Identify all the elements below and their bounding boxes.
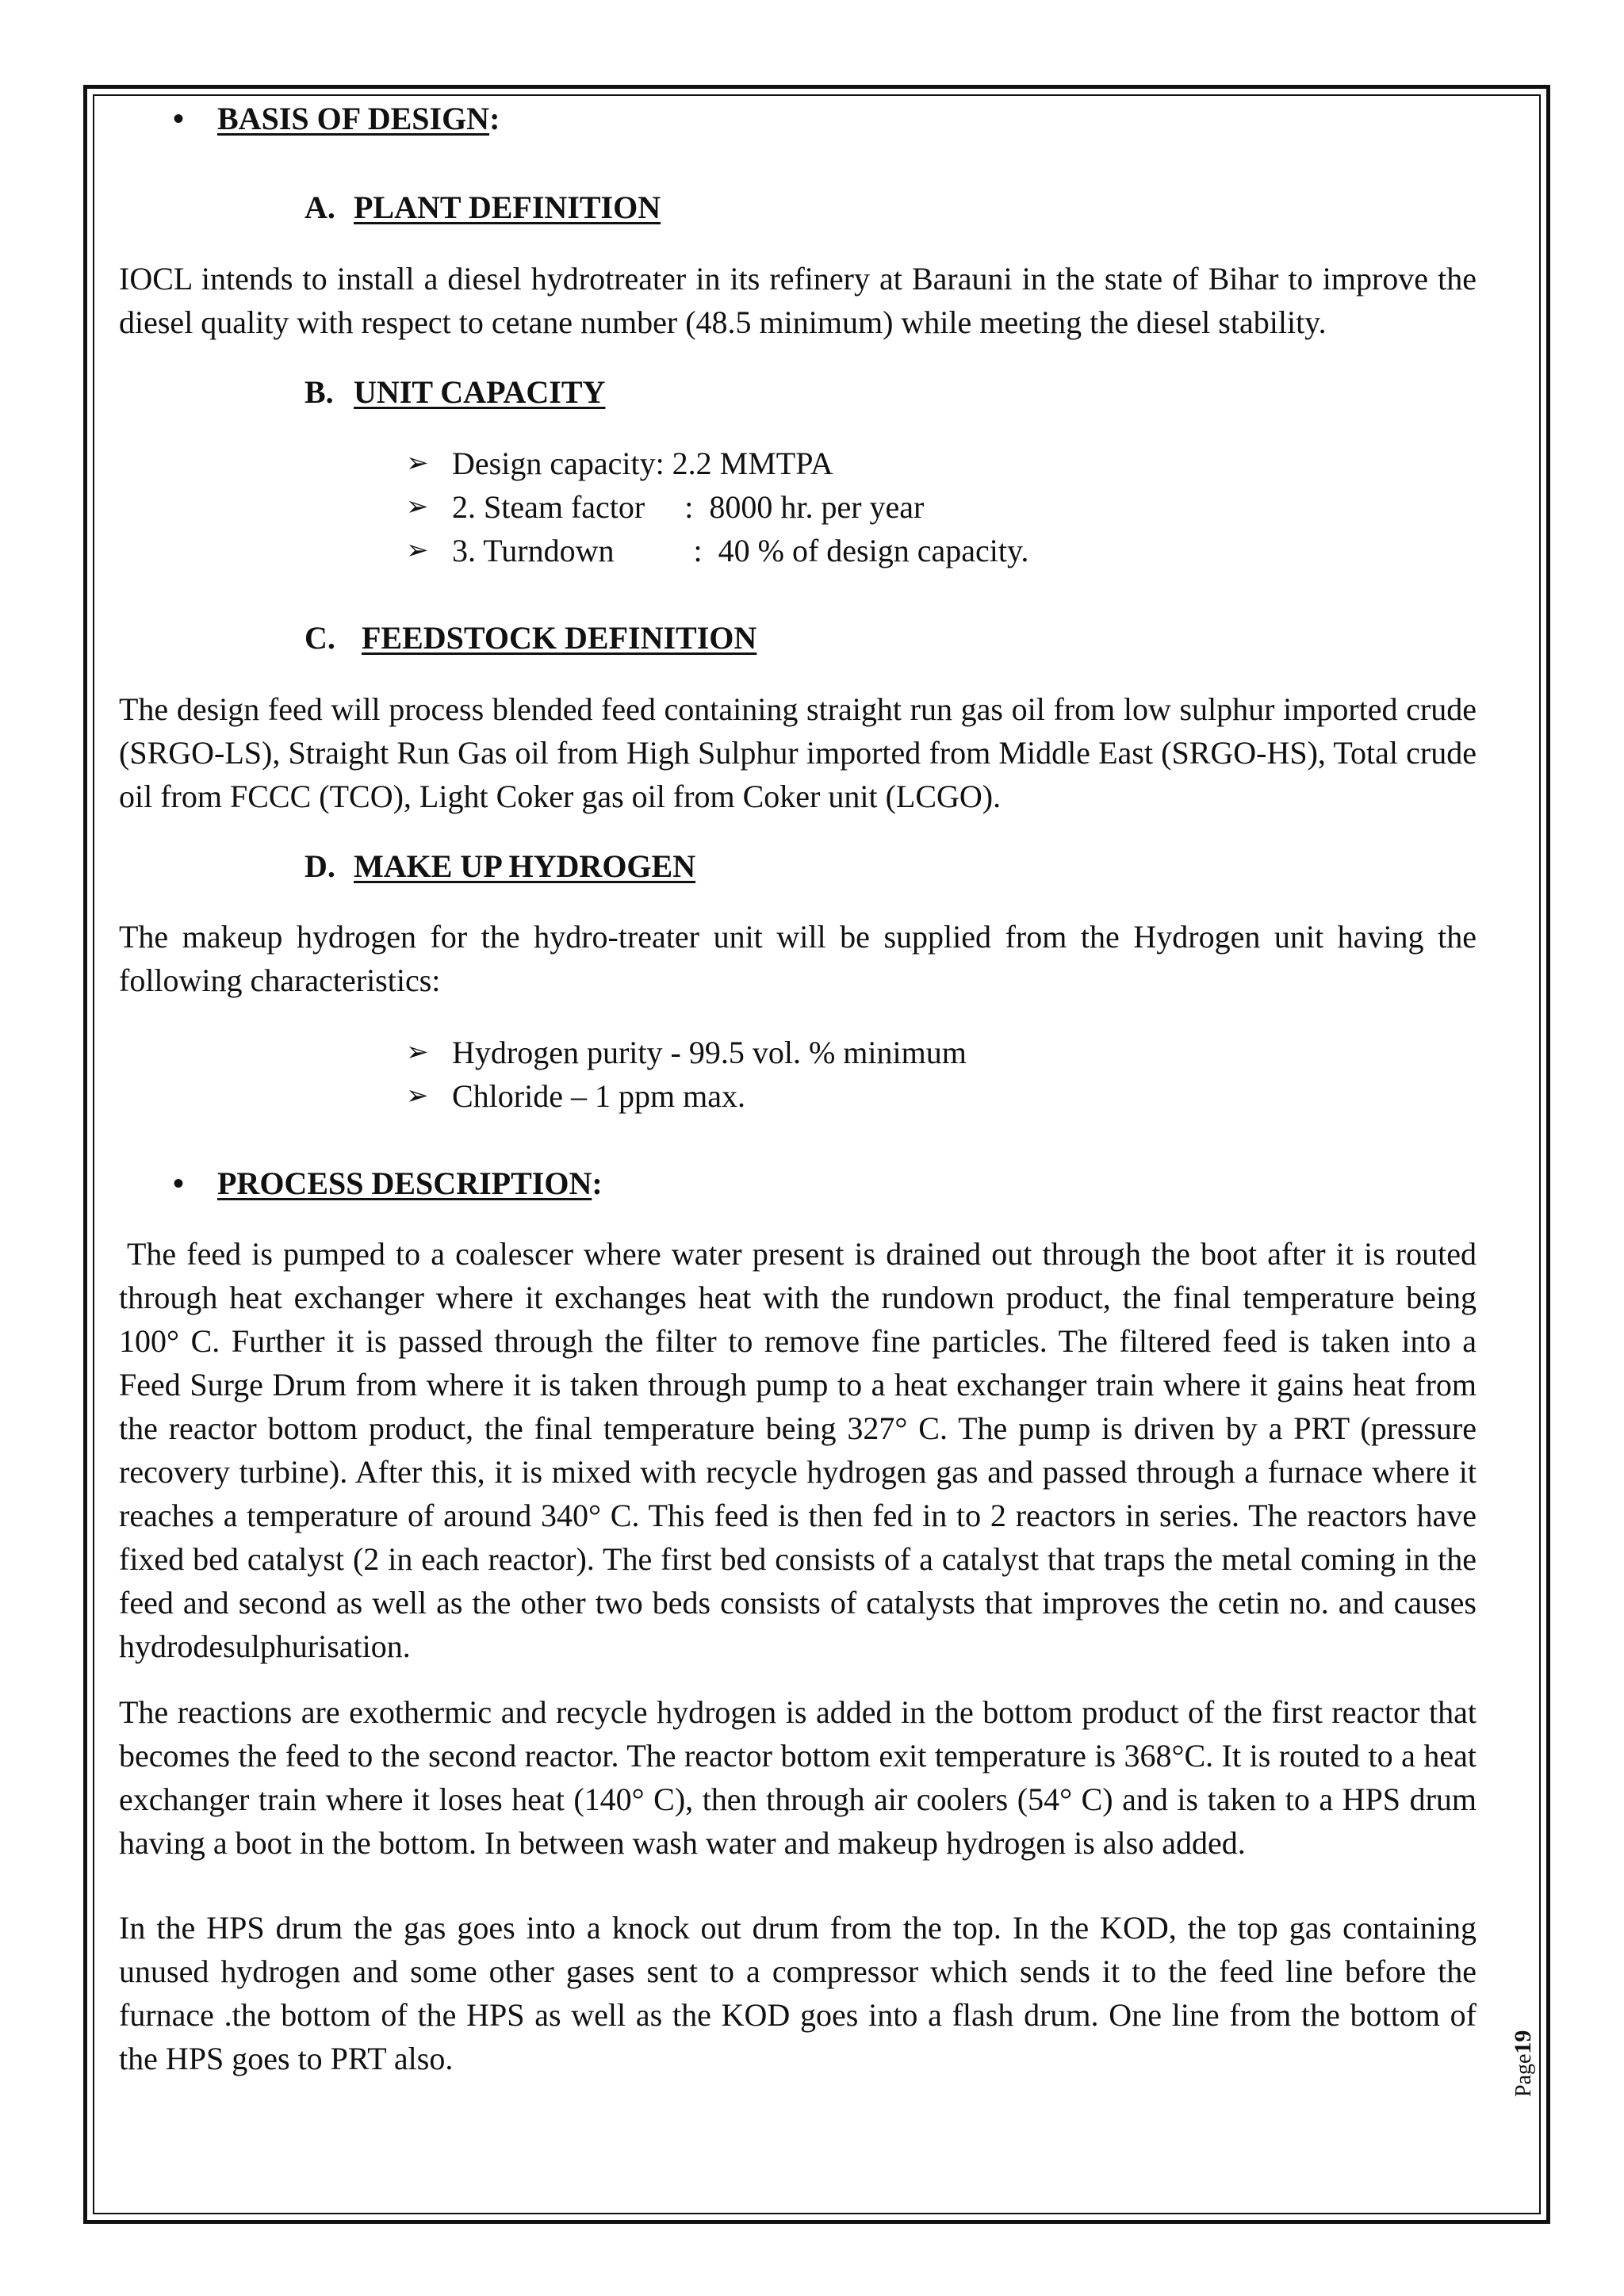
list-item: ➢ 2. Steam factor : 8000 hr. per year <box>406 485 1278 529</box>
plant-definition-text: IOCL intends to install a diesel hydrotreater in its refinery at Barauni in the state of Bihar to improve the diesel quality with respect to cetane number (48.5 minimum) while meeting the diesel stability. <box>119 261 1477 340</box>
feedstock-definition-heading <box>304 616 756 660</box>
arrow-bullet-icon: ➢ <box>406 492 429 522</box>
plant-definition-heading <box>304 186 661 229</box>
section-letter: D. <box>304 848 335 884</box>
heading-colon: : <box>592 1165 603 1201</box>
section-letter: C. <box>304 620 335 656</box>
hydrogen-characteristics-list <box>406 1031 1278 1118</box>
basis-of-design-title: BASIS OF DESIGN <box>217 101 490 136</box>
section-title: PLANT DEFINITION <box>354 189 661 225</box>
bullet-icon: • <box>173 1165 185 1201</box>
section-title: UNIT CAPACITY <box>354 374 606 410</box>
arrow-bullet-icon: ➢ <box>406 449 429 478</box>
arrow-bullet-icon: ➢ <box>406 536 429 565</box>
unit-capacity-heading <box>304 370 605 414</box>
bullet-icon: • <box>173 101 185 136</box>
arrow-bullet-icon: ➢ <box>406 1081 429 1111</box>
feedstock-definition-text: The design feed will process blended feed containing straight run gas oil from low sulphur imported crude (SRGO-LS), Straight Run Gas oil from High Sulphur imported from Middle East (SRGO-HS), Total crude oil from FCCC (TCO), Light Coker gas oil from Coker unit (LCGO). <box>119 691 1477 814</box>
process-paragraph-2: The reactions are exothermic and recycle hydrogen is added in the bottom product of the first reactor that becomes the feed to the second reactor. The reactor bottom exit temperature is 368°C. It is routed to a heat exchanger train where it loses heat (140° C), then through air coolers (54° C) and is taken to a HPS drum having a boot in the bottom. In between wash water and makeup hydrogen is also added. <box>119 1694 1477 1861</box>
section-title: FEEDSTOCK DEFINITION <box>362 620 757 656</box>
page-number-value: 19 <box>1510 2030 1536 2054</box>
section-letter: B. <box>304 374 334 410</box>
heading-colon: : <box>489 101 500 136</box>
list-item: ➢ Hydrogen purity - 99.5 vol. % minimum <box>406 1031 1278 1074</box>
section-letter: A. <box>304 189 335 225</box>
section-title: MAKE UP HYDROGEN <box>354 848 696 884</box>
make-up-hydrogen-heading <box>304 844 695 888</box>
process-description-title: PROCESS DESCRIPTION <box>217 1165 592 1201</box>
list-item: ➢ 3. Turndown : 40 % of design capacity. <box>406 529 1278 572</box>
list-item: ➢ Design capacity: 2.2 MMTPA <box>406 442 1278 485</box>
page-number <box>1510 2030 1537 2097</box>
arrow-bullet-icon: ➢ <box>406 1038 429 1067</box>
make-up-hydrogen-text: The makeup hydrogen for the hydro-treater unit will be supplied from the Hydrogen unit having the following characteristics: <box>119 919 1477 998</box>
unit-capacity-list <box>406 442 1278 572</box>
process-paragraph-3: In the HPS drum the gas goes into a knock out drum from the top. In the KOD, the top gas containing unused hydrogen and some other gases sent to a compressor which sends it to the feed line before the furnace .the bottom of the HPS as well as the KOD goes into a flash drum. One line from the bottom of the HPS goes to PRT also. <box>119 1910 1477 2076</box>
process-paragraph-1: The feed is pumped to a coalescer where water present is drained out through the boot after it is routed through heat exchanger where it exchanges heat with the rundown product, the final temperature being 100° C. Further it is passed through the filter to remove fine particles. The filtered feed is taken into a Feed Surge Drum from where it is taken through pump to a heat exchanger train where it gains heat from the reactor bottom product, the final temperature being 327° C. The pump is driven by a PRT (pressure recovery turbine). After this, it is mixed with recycle hydrogen gas and passed through a furnace where it reaches a temperature of around 340° C. This feed is then fed in to 2 reactors in series. The reactors have fixed bed catalyst (2 in each reactor). The first bed consists of a catalyst that traps the metal coming in the feed and second as well as the other two beds consists of catalysts that improves the cetin no. and causes hydrodesulphurisation. <box>119 1236 1477 1664</box>
page-label: Page <box>1511 2053 1536 2097</box>
list-item: ➢ Chloride – 1 ppm max. <box>406 1074 1278 1118</box>
